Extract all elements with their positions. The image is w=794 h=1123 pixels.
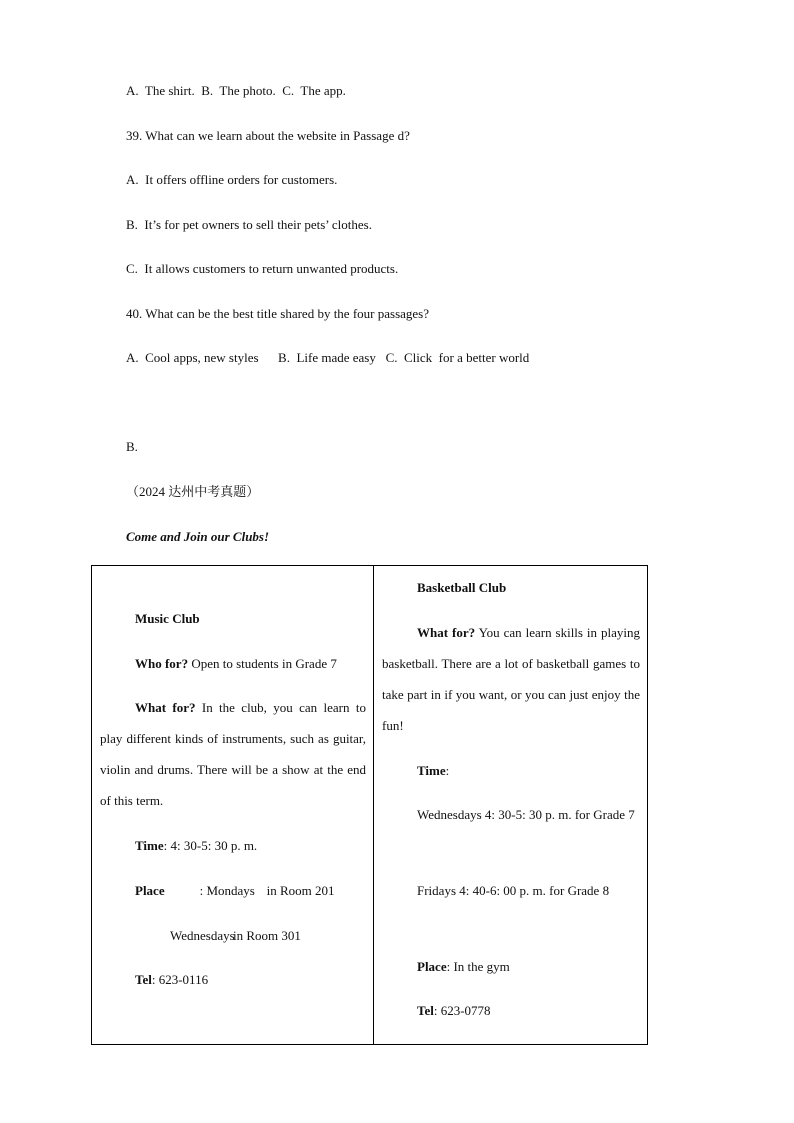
music-what-for: What for? In the club, you can learn to play different kinds of instruments, such as guitar, violin and drums. There will be a show at the end of this term. [100, 700, 366, 808]
q40-options: A. Cool apps, new styles B. Life made easy C. Click for a better world [126, 350, 530, 365]
q39-option-b: B. It’s for pet owners to sell their pets’ clothes. [126, 217, 372, 232]
basketball-place: Place: In the gym [417, 959, 510, 974]
q39-option-a: A. It offers offline orders for customers. [126, 172, 338, 187]
music-tel: Tel: 623-0116 [135, 972, 209, 987]
music-time: Time: 4: 30-5: 30 p. m. [135, 838, 258, 853]
q38-options: A. The shirt. B. The photo. C. The app. [126, 83, 346, 98]
basketball-time: Time: [417, 763, 450, 778]
music-club-name: Music Club [135, 611, 200, 626]
basketball-club-name: Basketball Club [417, 580, 507, 595]
basketball-tel: Tel: 623-0778 [417, 1003, 491, 1018]
passage-title: Come and Join our Clubs! [126, 529, 270, 544]
basketball-club-cell [374, 566, 648, 1045]
music-place-2: Wednesdaysin Room 301 [170, 928, 301, 943]
music-who-for: Who for? Open to students in Grade 7 [135, 656, 337, 671]
basketball-what-for: What for? You can learn skills in playing basketball. There are a lot of basketball games to take part in if you want, or you can just enjoy the fun! [382, 625, 640, 733]
q39-question: 39. What can we learn about the website in Passage d? [126, 128, 410, 143]
clubs-table [91, 565, 648, 1045]
q39-option-c: C. It allows customers to return unwanted products. [126, 261, 399, 276]
basketball-schedule-1: Wednesdays 4: 30-5: 30 p. m. for Grade 7 [417, 807, 635, 822]
music-place: Place : Mondays in Room 201 [135, 883, 335, 898]
music-club-cell [92, 566, 374, 1045]
section-b-label: B. [126, 439, 138, 454]
basketball-schedule-2: Fridays 4: 40-6: 00 p. m. for Grade 8 [417, 883, 610, 898]
section-source: （2024 达州中考真题） [126, 484, 260, 499]
q40-question: 40. What can be the best title shared by the four passages? [126, 306, 429, 321]
